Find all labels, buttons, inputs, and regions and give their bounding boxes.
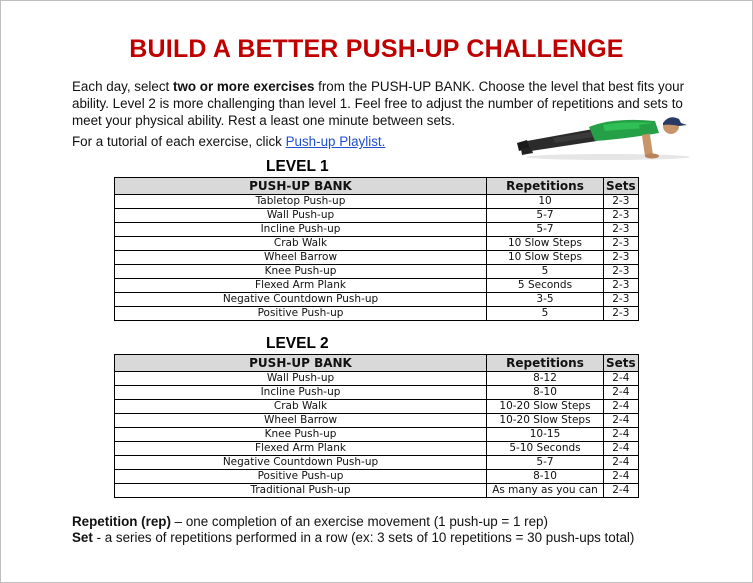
header-push-up-bank: PUSH-UP BANK (115, 178, 487, 195)
header-sets: Sets (604, 178, 639, 195)
exercise-cell: Positive Push-up (115, 307, 487, 321)
sets-cell: 2-4 (604, 400, 639, 414)
sets-cell: 2-3 (604, 265, 639, 279)
table-row (115, 265, 639, 279)
sets-cell: 2-3 (604, 237, 639, 251)
intro-bold-text: two or more exercises (172, 79, 315, 94)
table-row (115, 307, 639, 321)
page-title: BUILD A BETTER PUSH-UP CHALLENGE (129, 35, 624, 63)
push-up-playlist-link[interactable]: Push-up Playlist. (285, 134, 386, 149)
tutorial-line (72, 134, 385, 149)
repetitions-cell: 10-20 Slow Steps (487, 400, 604, 414)
repetitions-cell: 5 Seconds (487, 279, 604, 293)
table-row (115, 372, 639, 386)
repetitions-cell: 8-10 (487, 386, 604, 400)
repetitions-cell: 10-20 Slow Steps (487, 414, 604, 428)
repetitions-cell: 8-10 (487, 470, 604, 484)
table-row (115, 484, 639, 498)
repetitions-cell: 5 (487, 265, 604, 279)
level-1-heading: LEVEL 1 (266, 158, 329, 175)
sets-cell: 2-3 (604, 223, 639, 237)
sets-cell: 2-3 (604, 195, 639, 209)
repetitions-cell: 8-12 (487, 372, 604, 386)
exercise-cell: Positive Push-up (115, 470, 487, 484)
header-sets: Sets (604, 355, 639, 372)
exercise-cell: Negative Countdown Push-up (115, 293, 487, 307)
exercise-cell: Negative Countdown Push-up (115, 456, 487, 470)
exercise-cell: Wheel Barrow (115, 251, 487, 265)
table-row (115, 428, 639, 442)
repetition-text: – one completion of an exercise movement (1 push-up = 1 rep) (170, 514, 548, 529)
sets-cell: 2-3 (604, 279, 639, 293)
repetition-term: Repetition (rep) (72, 514, 171, 529)
intro-text-start: Each day, select (72, 79, 173, 94)
repetitions-cell: 10 (487, 195, 604, 209)
table-row (115, 251, 639, 265)
sets-cell: 2-4 (604, 442, 639, 456)
header-repetitions: Repetitions (487, 355, 604, 372)
sets-cell: 2-4 (604, 428, 639, 442)
table-row (115, 237, 639, 251)
sets-cell: 2-3 (604, 293, 639, 307)
table-row (115, 195, 639, 209)
exercise-cell: Wheel Barrow (115, 414, 487, 428)
repetitions-cell: 10 Slow Steps (487, 251, 604, 265)
exercise-cell: Crab Walk (115, 400, 487, 414)
definitions (72, 514, 634, 546)
sets-cell: 2-4 (604, 372, 639, 386)
table-row (115, 223, 639, 237)
repetitions-cell: 5-7 (487, 223, 604, 237)
push-up-person-image (513, 113, 693, 163)
set-definition (72, 530, 634, 546)
set-term: Set (72, 530, 93, 545)
table-header-row (115, 355, 639, 372)
repetitions-cell: 5-10 Seconds (487, 442, 604, 456)
table-row (115, 293, 639, 307)
exercise-cell: Knee Push-up (115, 428, 487, 442)
exercise-cell: Incline Push-up (115, 386, 487, 400)
table-row (115, 456, 639, 470)
exercise-cell: Crab Walk (115, 237, 487, 251)
header-push-up-bank: PUSH-UP BANK (115, 355, 487, 372)
table-row (115, 414, 639, 428)
table-row (115, 209, 639, 223)
repetitions-cell: 10-15 (487, 428, 604, 442)
intro-text-end: from the PUSH-UP BANK. Choose the level that best fits your ability. Level 2 is more challenging than level 1. Feel free to adjust the number of repetitions and sets to meet your physical ability. Rest a least one minute between sets. (72, 79, 685, 128)
exercise-cell: Traditional Push-up (115, 484, 487, 498)
sets-cell: 2-4 (604, 456, 639, 470)
level-1-table (114, 177, 639, 321)
header-repetitions: Repetitions (487, 178, 604, 195)
repetitions-cell: 3-5 (487, 293, 604, 307)
table-row (115, 400, 639, 414)
level-2-heading: LEVEL 2 (266, 335, 329, 352)
exercise-cell: Flexed Arm Plank (115, 442, 487, 456)
sets-cell: 2-4 (604, 414, 639, 428)
exercise-cell: Incline Push-up (115, 223, 487, 237)
exercise-cell: Tabletop Push-up (115, 195, 487, 209)
repetition-definition (72, 514, 634, 530)
table-row (115, 442, 639, 456)
exercise-cell: Wall Push-up (115, 209, 487, 223)
set-text: - a series of repetitions performed in a row (ex: 3 sets of 10 repetitions = 30 push-ups total) (92, 530, 635, 545)
repetitions-cell: 5-7 (487, 209, 604, 223)
repetitions-cell: 5-7 (487, 456, 604, 470)
tutorial-text: For a tutorial of each exercise, click (72, 134, 286, 149)
sets-cell: 2-4 (604, 484, 639, 498)
repetitions-cell: As many as you can (487, 484, 604, 498)
level-2-table (114, 354, 639, 498)
repetitions-cell: 10 Slow Steps (487, 237, 604, 251)
sets-cell: 2-4 (604, 470, 639, 484)
exercise-cell: Flexed Arm Plank (115, 279, 487, 293)
table-row (115, 470, 639, 484)
sets-cell: 2-3 (604, 209, 639, 223)
sets-cell: 2-4 (604, 386, 639, 400)
repetitions-cell: 5 (487, 307, 604, 321)
sets-cell: 2-3 (604, 307, 639, 321)
table-row (115, 386, 639, 400)
table-header-row (115, 178, 639, 195)
exercise-cell: Wall Push-up (115, 372, 487, 386)
exercise-cell: Knee Push-up (115, 265, 487, 279)
sets-cell: 2-3 (604, 251, 639, 265)
table-row (115, 279, 639, 293)
